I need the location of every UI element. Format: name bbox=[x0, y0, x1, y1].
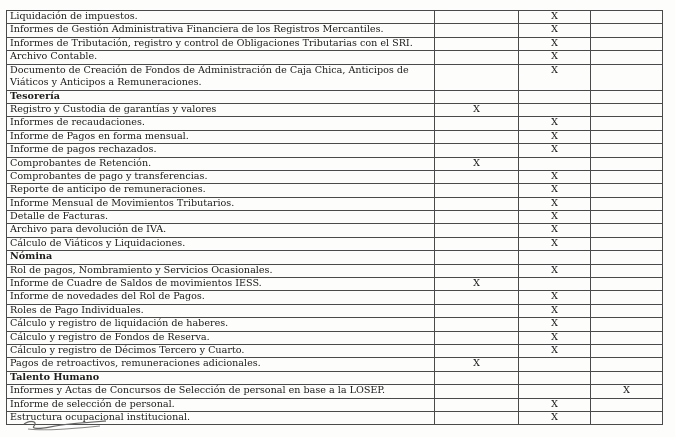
mark-cell-col-2: X bbox=[519, 37, 591, 50]
mark-cell-col-1 bbox=[435, 130, 519, 143]
products-table-body bbox=[7, 11, 663, 425]
mark-cell-col-3 bbox=[591, 237, 663, 250]
item-description: Informe Mensual de Movimientos Tributarios. bbox=[7, 197, 435, 210]
table-row bbox=[7, 318, 663, 331]
table-row bbox=[7, 278, 663, 291]
table-row bbox=[7, 144, 663, 157]
mark-cell-col-3 bbox=[591, 264, 663, 277]
table-row bbox=[7, 184, 663, 197]
mark-cell-col-3 bbox=[591, 130, 663, 143]
mark-cell-col-3 bbox=[591, 117, 663, 130]
mark-cell-col-3 bbox=[591, 344, 663, 357]
mark-cell-col-2 bbox=[519, 103, 591, 116]
item-description: Comprobantes de Retención. bbox=[7, 157, 435, 170]
mark-cell-col-1 bbox=[435, 144, 519, 157]
mark-cell-col-2: X bbox=[519, 64, 591, 90]
mark-cell-col-1 bbox=[435, 224, 519, 237]
mark-cell-col-3 bbox=[591, 278, 663, 291]
mark-cell-col-3: X bbox=[591, 385, 663, 398]
mark-cell-col-3 bbox=[591, 24, 663, 37]
mark-cell-col-3 bbox=[591, 11, 663, 24]
mark-cell-col-1 bbox=[435, 197, 519, 210]
item-description: Informe de Cuadre de Saldos de movimientos IESS. bbox=[7, 278, 435, 291]
mark-cell-col-3 bbox=[591, 371, 663, 384]
mark-cell-col-1 bbox=[435, 51, 519, 64]
mark-cell-col-2: X bbox=[519, 184, 591, 197]
mark-cell-col-3 bbox=[591, 291, 663, 304]
mark-cell-col-1 bbox=[435, 385, 519, 398]
mark-cell-col-3 bbox=[591, 331, 663, 344]
item-description: Estructura ocupacional institucional. bbox=[7, 411, 435, 424]
item-description: Archivo Contable. bbox=[7, 51, 435, 64]
table-row bbox=[7, 11, 663, 24]
table-row bbox=[7, 385, 663, 398]
mark-cell-col-1 bbox=[435, 237, 519, 250]
table-row bbox=[7, 117, 663, 130]
section-header-row bbox=[7, 371, 663, 384]
table-row bbox=[7, 398, 663, 411]
item-description: Cálculo y registro de liquidación de haberes. bbox=[7, 318, 435, 331]
mark-cell-col-1 bbox=[435, 371, 519, 384]
mark-cell-col-2 bbox=[519, 385, 591, 398]
section-title: Talento Humano bbox=[7, 371, 435, 384]
mark-cell-col-2 bbox=[519, 278, 591, 291]
item-description: Pagos de retroactivos, remuneraciones adicionales. bbox=[7, 358, 435, 371]
item-description: Detalle de Facturas. bbox=[7, 211, 435, 224]
table-row bbox=[7, 64, 663, 90]
table-row bbox=[7, 211, 663, 224]
mark-cell-col-3 bbox=[591, 157, 663, 170]
mark-cell-col-1 bbox=[435, 398, 519, 411]
mark-cell-col-2 bbox=[519, 157, 591, 170]
mark-cell-col-1: X bbox=[435, 358, 519, 371]
mark-cell-col-1 bbox=[435, 170, 519, 183]
mark-cell-col-3 bbox=[591, 64, 663, 90]
mark-cell-col-2: X bbox=[519, 291, 591, 304]
table-row bbox=[7, 51, 663, 64]
table-row bbox=[7, 130, 663, 143]
mark-cell-col-3 bbox=[591, 103, 663, 116]
item-description: Liquidación de impuestos. bbox=[7, 11, 435, 24]
mark-cell-col-1 bbox=[435, 304, 519, 317]
item-description: Informe de novedades del Rol de Pagos. bbox=[7, 291, 435, 304]
section-header-row bbox=[7, 90, 663, 103]
products-table bbox=[6, 10, 663, 425]
mark-cell-col-2: X bbox=[519, 237, 591, 250]
item-description: Roles de Pago Individuales. bbox=[7, 304, 435, 317]
item-description: Cálculo de Viáticos y Liquidaciones. bbox=[7, 237, 435, 250]
mark-cell-col-1 bbox=[435, 251, 519, 264]
mark-cell-col-2: X bbox=[519, 224, 591, 237]
mark-cell-col-3 bbox=[591, 318, 663, 331]
item-description: Informe de selección de personal. bbox=[7, 398, 435, 411]
mark-cell-col-1 bbox=[435, 11, 519, 24]
mark-cell-col-2 bbox=[519, 90, 591, 103]
mark-cell-col-1 bbox=[435, 64, 519, 90]
item-description: Informes de recaudaciones. bbox=[7, 117, 435, 130]
table-row bbox=[7, 103, 663, 116]
item-description: Registro y Custodia de garantías y valores bbox=[7, 103, 435, 116]
table-row bbox=[7, 304, 663, 317]
mark-cell-col-1 bbox=[435, 331, 519, 344]
mark-cell-col-1 bbox=[435, 344, 519, 357]
mark-cell-col-2: X bbox=[519, 51, 591, 64]
mark-cell-col-2: X bbox=[519, 24, 591, 37]
mark-cell-col-2: X bbox=[519, 130, 591, 143]
mark-cell-col-3 bbox=[591, 224, 663, 237]
table-row bbox=[7, 344, 663, 357]
mark-cell-col-2: X bbox=[519, 344, 591, 357]
mark-cell-col-3 bbox=[591, 197, 663, 210]
item-description: Documento de Creación de Fondos de Administración de Caja Chica, Anticipos de Viáticos y Anticipos a Remuneraciones. bbox=[7, 64, 435, 90]
item-description: Cálculo y registro de Fondos de Reserva. bbox=[7, 331, 435, 344]
item-description: Informes y Actas de Concursos de Selección de personal en base a la LOSEP. bbox=[7, 385, 435, 398]
item-description: Informe de Pagos en forma mensual. bbox=[7, 130, 435, 143]
table-row bbox=[7, 331, 663, 344]
table-row bbox=[7, 197, 663, 210]
mark-cell-col-3 bbox=[591, 184, 663, 197]
item-description: Informe de pagos rechazados. bbox=[7, 144, 435, 157]
item-description: Informes de Gestión Administrativa Financiera de los Registros Mercantiles. bbox=[7, 24, 435, 37]
mark-cell-col-2 bbox=[519, 251, 591, 264]
item-description: Cálculo y registro de Décimos Tercero y Cuarto. bbox=[7, 344, 435, 357]
mark-cell-col-1 bbox=[435, 211, 519, 224]
mark-cell-col-3 bbox=[591, 398, 663, 411]
mark-cell-col-2: X bbox=[519, 11, 591, 24]
mark-cell-col-1 bbox=[435, 264, 519, 277]
section-title: Tesorería bbox=[7, 90, 435, 103]
item-description: Archivo para devolución de IVA. bbox=[7, 224, 435, 237]
mark-cell-col-2: X bbox=[519, 411, 591, 424]
mark-cell-col-2: X bbox=[519, 398, 591, 411]
mark-cell-col-2: X bbox=[519, 170, 591, 183]
table-row bbox=[7, 24, 663, 37]
mark-cell-col-1: X bbox=[435, 278, 519, 291]
mark-cell-col-3 bbox=[591, 411, 663, 424]
section-header-row bbox=[7, 251, 663, 264]
mark-cell-col-3 bbox=[591, 144, 663, 157]
mark-cell-col-2: X bbox=[519, 331, 591, 344]
mark-cell-col-3 bbox=[591, 211, 663, 224]
mark-cell-col-1 bbox=[435, 184, 519, 197]
mark-cell-col-2: X bbox=[519, 304, 591, 317]
table-row bbox=[7, 157, 663, 170]
mark-cell-col-1 bbox=[435, 37, 519, 50]
mark-cell-col-2: X bbox=[519, 211, 591, 224]
mark-cell-col-3 bbox=[591, 90, 663, 103]
mark-cell-col-3 bbox=[591, 51, 663, 64]
mark-cell-col-2 bbox=[519, 358, 591, 371]
item-description: Reporte de anticipo de remuneraciones. bbox=[7, 184, 435, 197]
mark-cell-col-1: X bbox=[435, 157, 519, 170]
mark-cell-col-2: X bbox=[519, 197, 591, 210]
mark-cell-col-1 bbox=[435, 24, 519, 37]
mark-cell-col-3 bbox=[591, 358, 663, 371]
signature-mark bbox=[20, 418, 110, 434]
mark-cell-col-1 bbox=[435, 90, 519, 103]
mark-cell-col-3 bbox=[591, 304, 663, 317]
table-row bbox=[7, 224, 663, 237]
mark-cell-col-3 bbox=[591, 170, 663, 183]
table-row bbox=[7, 358, 663, 371]
mark-cell-col-1 bbox=[435, 318, 519, 331]
mark-cell-col-2: X bbox=[519, 264, 591, 277]
table-row bbox=[7, 291, 663, 304]
mark-cell-col-2 bbox=[519, 371, 591, 384]
mark-cell-col-2: X bbox=[519, 144, 591, 157]
mark-cell-col-1: X bbox=[435, 103, 519, 116]
table-row bbox=[7, 237, 663, 250]
mark-cell-col-1 bbox=[435, 291, 519, 304]
item-description: Informes de Tributación, registro y control de Obligaciones Tributarias con el SRI. bbox=[7, 37, 435, 50]
item-description: Rol de pagos, Nombramiento y Servicios Ocasionales. bbox=[7, 264, 435, 277]
mark-cell-col-2: X bbox=[519, 318, 591, 331]
table-row bbox=[7, 264, 663, 277]
table-row bbox=[7, 37, 663, 50]
section-title: Nómina bbox=[7, 251, 435, 264]
item-description: Comprobantes de pago y transferencias. bbox=[7, 170, 435, 183]
table-row bbox=[7, 170, 663, 183]
mark-cell-col-3 bbox=[591, 37, 663, 50]
mark-cell-col-1 bbox=[435, 411, 519, 424]
mark-cell-col-1 bbox=[435, 117, 519, 130]
mark-cell-col-3 bbox=[591, 251, 663, 264]
mark-cell-col-2: X bbox=[519, 117, 591, 130]
